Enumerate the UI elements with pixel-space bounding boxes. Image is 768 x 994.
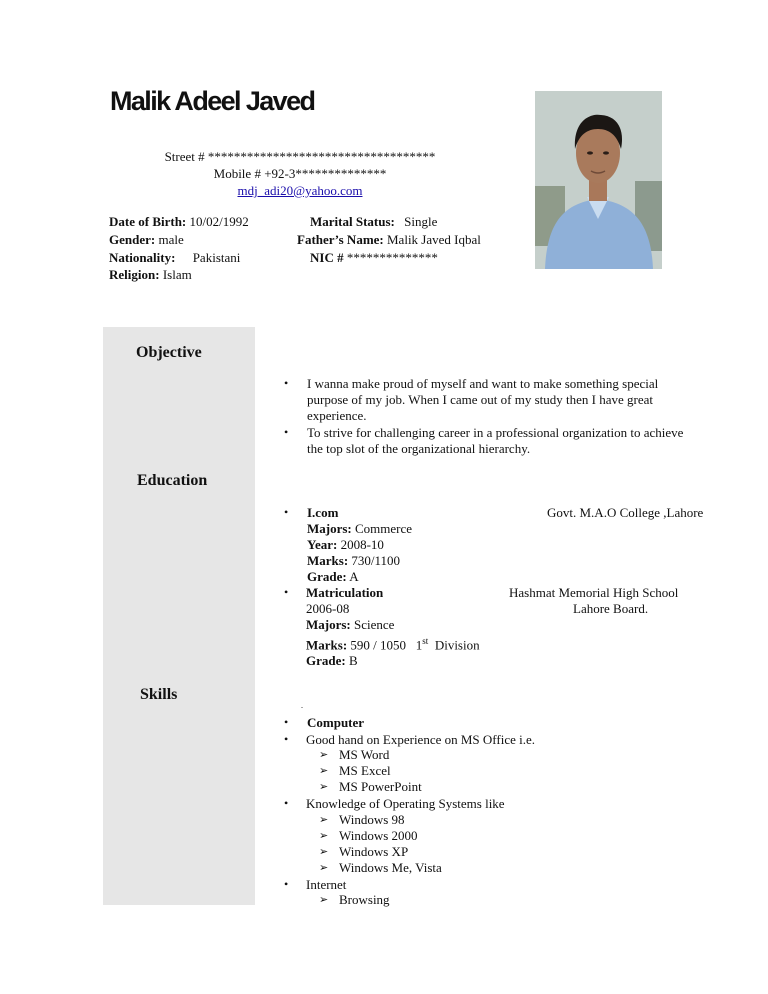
skill-office-item: MS Word (339, 747, 390, 762)
objective-item-2 (307, 425, 683, 457)
bullet-icon: • (284, 585, 289, 599)
bullet-icon: • (284, 715, 289, 729)
matric-grade-value: B (348, 653, 358, 669)
icom-majors-label: Majors: (307, 521, 352, 536)
objective-item-2-line-2: the top slot of the organizational hierarchy. (307, 441, 531, 456)
icom-marks-label: Marks: (307, 553, 349, 568)
marital-value: Single (404, 214, 438, 229)
bullet-icon: • (284, 796, 289, 810)
skill-os-item: Windows 2000 (339, 828, 418, 843)
skill-os-line: Knowledge of Operating Systems like (306, 796, 505, 811)
arrow-bullet-icon: ➢ (319, 830, 329, 842)
skill-computer: Computer (307, 715, 365, 730)
skill-os-item: Windows Me, Vista (339, 860, 442, 875)
stray-mark: . (301, 701, 303, 710)
profile-photo-illustration (535, 91, 662, 269)
icom-majors-value: Commerce (355, 521, 413, 536)
marital-label: Marital Status: (310, 214, 395, 229)
objective-item-1-line-1: I wanna make proud of myself and want to make something special (307, 376, 659, 391)
dob-row (109, 214, 249, 230)
father-row (297, 232, 481, 248)
gender-value: male (158, 232, 184, 247)
skill-office-line: Good hand on Experience on MS Office i.e. (306, 732, 536, 747)
icom-grade-value: A (349, 569, 359, 584)
skill-internet-item: Browsing (339, 892, 390, 907)
matric-institute: Hashmat Memorial High School (509, 585, 679, 600)
matric-block (306, 585, 480, 669)
matric-majors-label: Majors: (306, 617, 351, 632)
icom-title: I.com (307, 505, 339, 520)
matric-majors-value: Science (354, 617, 395, 632)
matric-grade-label: Grade: (306, 653, 346, 669)
objective-heading: Objective (136, 344, 202, 361)
arrow-bullet-icon: ➢ (319, 781, 329, 793)
icom-year-label: Year: (307, 537, 338, 552)
education-heading: Education (137, 472, 208, 489)
matric-marks-value: 590 / 1050 (350, 637, 407, 653)
gender-label: Gender: (109, 232, 156, 247)
icom-grade-label: Grade: (307, 569, 347, 584)
matric-division-text: Division (434, 637, 480, 653)
bullet-icon: • (284, 425, 289, 439)
skill-internet-item-clip (300, 891, 460, 907)
candidate-name: Malik Adeel Javed (110, 86, 315, 116)
arrow-bullet-icon: ➢ (319, 749, 329, 761)
objective-item-2-line-1: To strive for challenging career in a professional organization to achieve (307, 425, 684, 440)
nationality-label: Nationality: (109, 250, 176, 265)
matric-division-number: 1 (415, 637, 423, 653)
skills-heading: Skills (140, 686, 178, 703)
dob-value: 10/02/1992 (189, 214, 249, 229)
skill-os-item: Windows 98 (339, 812, 405, 827)
arrow-bullet-icon: ➢ (319, 894, 329, 906)
nationality-row (109, 250, 240, 266)
bullet-icon: • (284, 877, 289, 891)
dob-label: Date of Birth: (109, 214, 187, 229)
bullet-icon: • (284, 732, 289, 746)
nic-label: NIC # (310, 250, 344, 265)
skill-office-item: MS PowerPoint (339, 779, 422, 794)
religion-label: Religion: (109, 267, 160, 282)
email-link[interactable]: mdj_adi20@yahoo.com (237, 183, 363, 198)
religion-value: Islam (162, 267, 192, 282)
skill-office-item: MS Excel (339, 763, 391, 778)
religion-row (109, 267, 192, 283)
arrow-bullet-icon: ➢ (319, 862, 329, 874)
arrow-bullet-icon: ➢ (319, 765, 329, 777)
skill-os-item: Windows XP (339, 844, 409, 859)
icom-block (307, 505, 412, 585)
street-address: Street # *********************************** (164, 149, 436, 164)
profile-photo (535, 91, 662, 269)
matric-division-suffix: st (422, 636, 429, 646)
marital-row (310, 214, 437, 230)
nic-row (310, 250, 438, 266)
father-value: Malik Javed Iqbal (387, 232, 481, 247)
mobile-number: Mobile # +92-3************** (213, 166, 387, 181)
matric-marks-label: Marks: (306, 637, 348, 653)
arrow-bullet-icon: ➢ (319, 814, 329, 826)
icom-marks-value: 730/1100 (351, 553, 401, 568)
bullet-icon: • (284, 505, 289, 519)
objective-item-1-line-2: purpose of my job. When I came out of my study then I have great (307, 392, 653, 407)
icom-year-value: 2008-10 (340, 537, 384, 552)
arrow-bullet-icon: ➢ (319, 846, 329, 858)
father-label: Father’s Name: (297, 232, 384, 247)
nic-value: ************** (346, 250, 438, 265)
matric-title: Matriculation (306, 585, 384, 600)
matric-board: Lahore Board. (573, 601, 649, 616)
matric-years: 2006-08 (306, 601, 350, 616)
skill-internet: Internet (306, 877, 347, 892)
gender-row (109, 232, 184, 248)
bullet-icon: • (284, 376, 289, 390)
icom-institute: Govt. M.A.O College ,Lahore (547, 505, 704, 520)
objective-item-1-line-3: experience. (307, 408, 367, 423)
objective-item-1 (307, 376, 658, 424)
nationality-value: Pakistani (192, 250, 241, 265)
section-sidebar (103, 327, 255, 905)
